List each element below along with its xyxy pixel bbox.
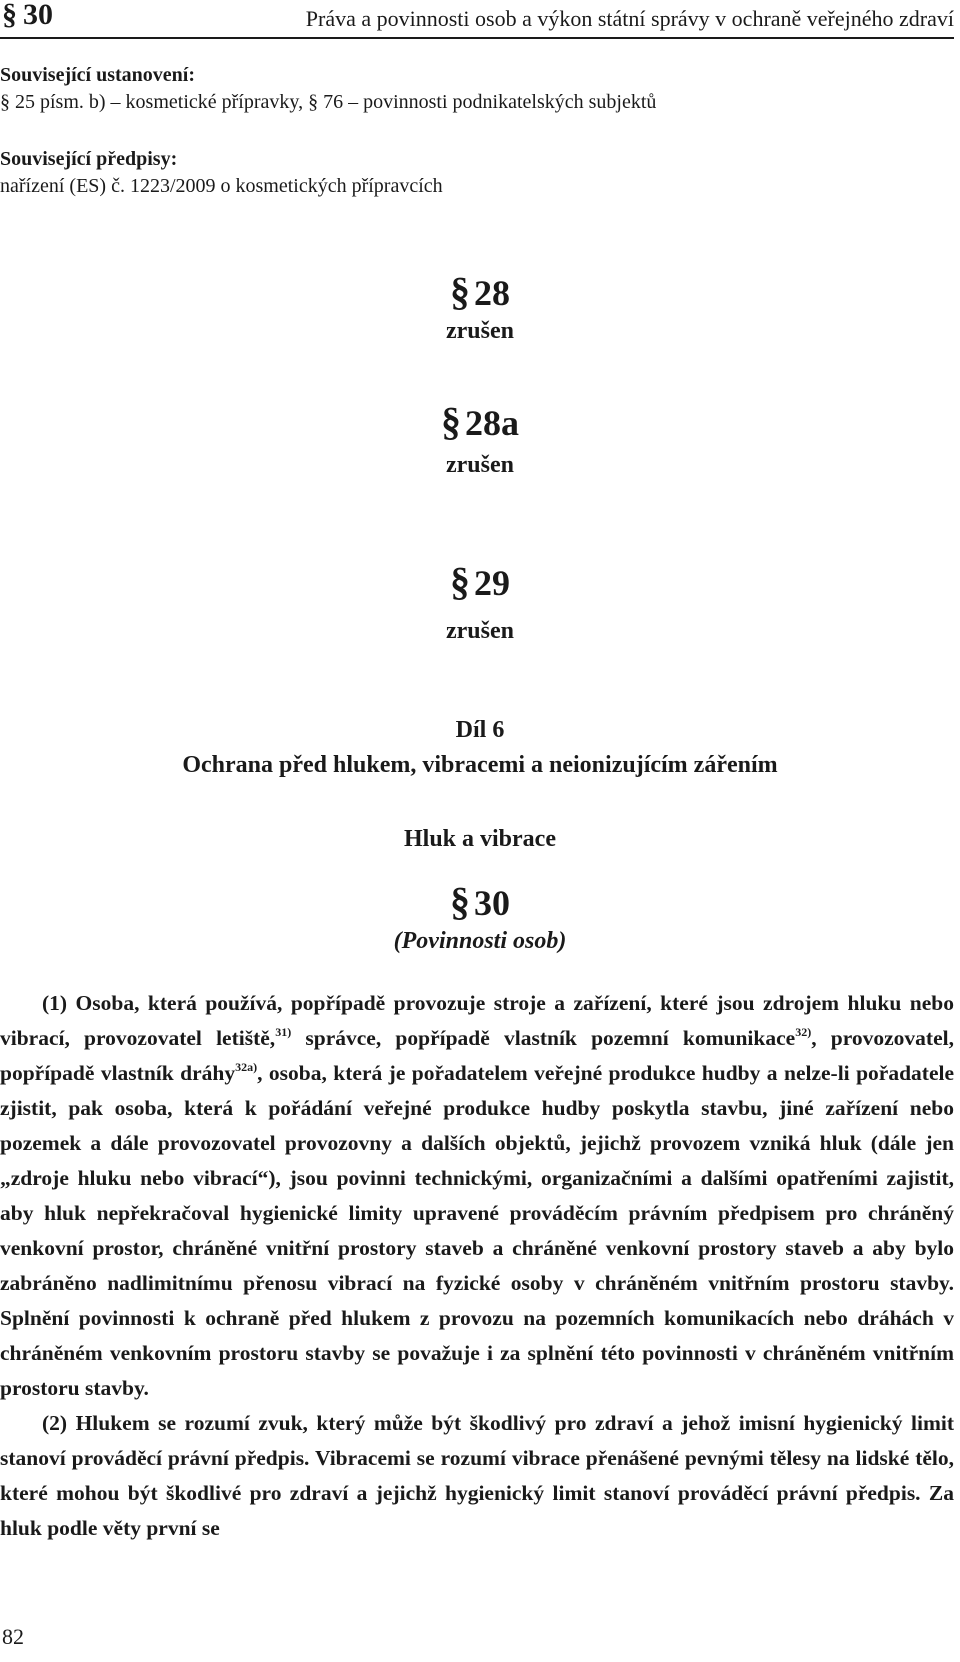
section-symbol: § <box>450 559 470 604</box>
section-symbol: § <box>450 269 470 314</box>
section-number: 29 <box>474 563 510 603</box>
related-provisions-label: Související ustanovení: <box>0 64 196 86</box>
running-title: Práva a povinnosti osob a výkon státní správy v ochraně veřejného zdraví <box>305 6 954 31</box>
section-number: 28 <box>474 273 510 313</box>
section-heading-28a <box>0 398 960 445</box>
part-label: Díl 6 <box>455 717 505 743</box>
section-symbol: § <box>441 399 461 444</box>
paragraph-text: správce, popřípadě vlastník pozemní komunikace <box>291 1026 796 1050</box>
section-status: zrušen <box>446 318 514 344</box>
related-provisions-text: § 25 písm. b) – kosmetické přípravky, § 76 – povinnosti podnikatelských subjektů <box>0 91 657 113</box>
paragraph-1 <box>0 986 954 1406</box>
section-symbol: § <box>2 0 17 31</box>
header-rule <box>0 37 954 39</box>
page-number: 82 <box>2 1624 24 1649</box>
section-title: (Povinnosti osob) <box>393 928 567 954</box>
part-subtitle: Hluk a vibrace <box>403 826 556 852</box>
footnote-ref: 31) <box>275 1025 292 1039</box>
related-regulations-text: nařízení (ES) č. 1223/2009 o kosmetických přípravcích <box>0 175 443 197</box>
section-heading-29 <box>0 558 960 605</box>
related-regulations-label: Související předpisy: <box>0 148 178 170</box>
section-body <box>0 986 954 1546</box>
header-section-number <box>2 0 53 32</box>
section-heading-28 <box>0 268 960 315</box>
paragraph-text: , osoba, která je pořadatelem veřejné produkce hudby a nelze-li pořadatele zjistit, pak osoba, která k pořádání veřejné produkce hudby poskytla stavbu, jiné zařízení nebo pozemek a dále provozovatel provozovny a dalších objektů, jejichž provozem vzniká hluk (dále jen „zdroje hluku nebo vibrací“), jsou povinni technickými, organizačními a dalšími opatřeními zajistit, aby hluk nepřekračoval hygienické limity upravené prováděcím právním předpisem pro chráněný venkovní prostor, chráněné vnitřní prostory staveb a chráněné venkovní prostory staveb a aby bylo zabráněno nadlimitnímu přenosu vibrací na fyzické osoby v chráněném vnitřním prostoru stavby. Splnění povinnosti k ochraně před hlukem z provozu na pozemních komunikacích nebo dráhách v chráněném venkovním prostoru stavby se považuje i za splnění této povinnosti v chráněném vnitřním prostoru stavby. <box>0 1061 955 1400</box>
header-section-value: 30 <box>23 0 53 31</box>
footnote-ref: 32) <box>795 1025 812 1039</box>
section-number: 30 <box>474 883 510 923</box>
section-heading-30 <box>0 878 960 925</box>
footnote-ref: 32a) <box>235 1060 258 1074</box>
section-number: 28a <box>465 403 519 443</box>
section-symbol: § <box>450 879 470 924</box>
section-status: zrušen <box>446 618 514 644</box>
page-header <box>0 0 960 38</box>
section-status: zrušen <box>446 452 514 478</box>
paragraph-text: (1) Osoba, která používá, popřípadě provozuje stroje a zařízení, které jsou zdrojem hluku nebo vibrací, provozovatel letiště, <box>0 991 954 1050</box>
related-regulations <box>0 146 443 200</box>
part-title: Ochrana před hlukem, vibracemi a neionizujícím zářením <box>182 752 778 778</box>
paragraph-2: (2) Hlukem se rozumí zvuk, který může být škodlivý pro zdraví a jehož imisní hygienický limit stanoví prováděcí právní předpis. Vibracemi se rozumí vibrace přenášené pevnými tělesy na lidské tělo, které mohou být škodlivé pro zdraví a jejichž hygienický limit stanoví prováděcí právní předpis. Za hluk podle věty první se <box>0 1411 954 1540</box>
related-provisions <box>0 62 656 116</box>
paragraph-text: , provozovatel, popřípadě vlastník dráhy <box>0 1026 954 1085</box>
